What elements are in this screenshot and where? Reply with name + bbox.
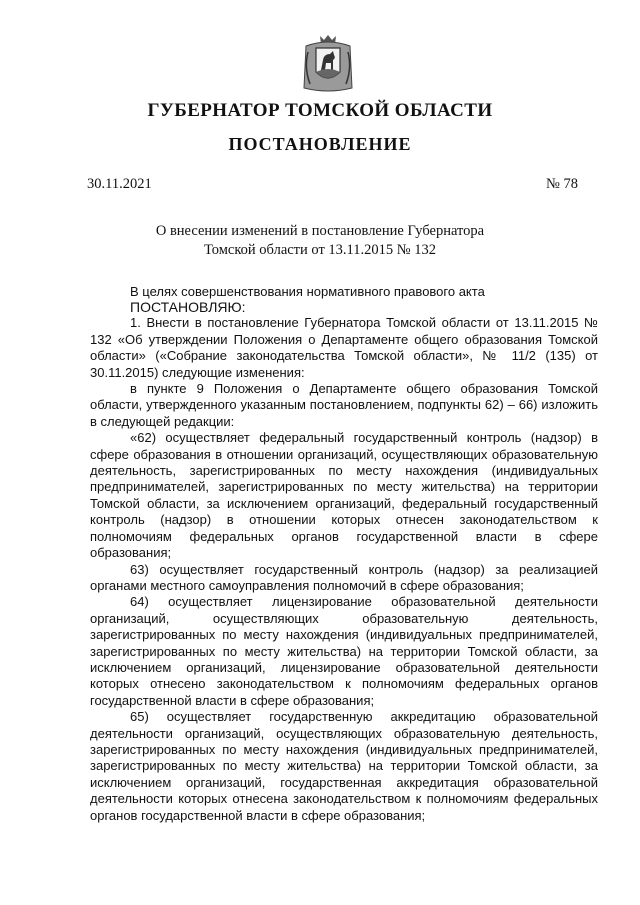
coat-of-arms-icon [300, 32, 356, 96]
subparagraph-63: 63) осуществляет государственный контроль (надзор) за реализацией органами местного самоуправления полномочий в сфере образования; [90, 561, 598, 593]
document-type: ПОСТАНОВЛЕНИЕ [228, 134, 412, 154]
document-body [90, 284, 598, 824]
document-date: 30.11.2021 [87, 176, 152, 192]
paragraph-item-9: в пункте 9 Положения о Департаменте общего образования Томской области, утвержденного указанным постановлением, подпункты 62) – 66) изложить в следующей редакции: [90, 381, 598, 429]
subject-line-1: О внесении изменений в постановление Губернатора [155, 223, 485, 239]
subparagraph-65: 65) осуществляет государственную аккредитацию образовательной деятельности организаций, осуществляющих образовательную деятельность, зарегистрированных по месту нахождения (индивидуальных предпринимателей, зарегистрированных по месту жительства) на территории Томской области, за исключением организаций, государственная аккредитация образовательной деятельности которых отнесена законодательством к полномочиям федеральных органов государственной власти в сфере образования; [90, 709, 598, 823]
document-number: № 78 [546, 176, 578, 192]
paragraph-item-1: 1. Внести в постановление Губернатора Томской области от 13.11.2015 № 132 «Об утверждении Положения о Департаменте общего образования Томской области» («Собрание законодательства Томской области», № 11/2 (135) от 30.11.2015) следующие изменения: [90, 315, 598, 380]
subparagraph-64: 64) осуществляет лицензирование образовательной деятельности организаций, осуществляющих образовательную деятельность, зарегистрированных по месту нахождения (индивидуальных предпринимателей, зарегистрированных по месту жительства) на территории Томской области, за исключением организаций, лицензирование образовательной деятельности которых отнесено законодательством к полномочиям федеральных органов государственной власти в сфере образования; [90, 594, 598, 708]
preamble: В целях совершенствования нормативного правового акта [130, 284, 485, 299]
subject-line-2: Томской области от 13.11.2015 № 132 [204, 242, 436, 258]
governor-title: ГУБЕРНАТОР ТОМСКОЙ ОБЛАСТИ [147, 100, 493, 121]
document-subject [150, 222, 490, 260]
subparagraph-62: «62) осуществляет федеральный государственный контроль (надзор) в сфере образования в отношении организаций, осуществляющих образовательную деятельность, зарегистрированных по месту нахождения (индивидуальных предпринимателей, зарегистрированных по месту жительства) на территории Томской области, за исключением организаций, федеральный государственный контроль (надзор) в отношении которых отнесен законодательством к полномочиям федеральных органов государственной власти в сфере образования; [90, 430, 598, 561]
decree-word: ПОСТАНОВЛЯЮ: [130, 299, 246, 316]
